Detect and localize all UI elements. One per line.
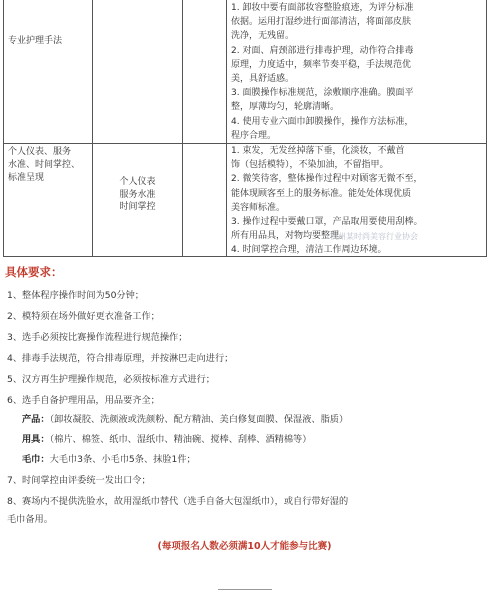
row2-subcategory-line: 时间掌控 bbox=[119, 202, 156, 212]
table-border-left bbox=[3, 0, 4, 257]
row2-line: 3. 操作过程中要戴口罩，产品取用要使用刮棒。 bbox=[231, 217, 423, 228]
row2-line: 能体现顾客至上的服务标准。能处处体现优质 bbox=[231, 188, 412, 199]
row2-subcategory-line: 服务水准 bbox=[119, 189, 156, 200]
table-divider-col2 bbox=[182, 0, 183, 257]
requirement-item: 1、整体程序操作时间为50分钟； bbox=[7, 290, 144, 301]
requirement-item: 6、选手自备护理用品，用品要齐全； bbox=[7, 395, 160, 406]
row2-category-line: 水准、时间掌控、 bbox=[8, 160, 81, 170]
table-divider-col1 bbox=[92, 0, 93, 257]
row1-line: 程序合理。 bbox=[231, 130, 277, 141]
registration-notice: (每项报名人数必须满10人才能参与比赛) bbox=[157, 541, 332, 552]
row1-line: 原理，力度适中，频率节奏平稳，手法规范优 bbox=[231, 59, 412, 70]
requirement-item: 2、模特须在场外做好更衣准备工作； bbox=[7, 311, 160, 322]
requirement-item-continued: 毛巾备用。 bbox=[7, 514, 53, 525]
tools-label: 用具： bbox=[22, 434, 50, 445]
row2-line: 4. 时间掌控合理，清洁工作周边环境。 bbox=[231, 245, 387, 256]
requirement-item: 4、排毒手法规范，符合排毒原理，并按淋巴走向进行； bbox=[7, 353, 234, 364]
requirements-title: 具体要求： bbox=[5, 265, 63, 279]
row1-line: 1. 卸妆中要有面部妆容整脸痕迹，为评分标准 bbox=[231, 3, 414, 13]
row1-line: 依据。运用打湿纱进行面部清洁，将面部皮肤 bbox=[231, 17, 412, 28]
criteria-table bbox=[0, 0, 489, 257]
row1-category: 专业护理手法 bbox=[8, 36, 63, 46]
towels-text: 大毛巾3条、小毛巾5条、抹脸1件； bbox=[49, 454, 196, 465]
products-line bbox=[22, 411, 348, 425]
footer-divider bbox=[218, 589, 272, 590]
requirement-item: 7、时间掌控由评委统一发出口令； bbox=[7, 475, 151, 486]
row2-category-line: 个人仪表、服务 bbox=[8, 147, 72, 157]
requirement-item: 5、汉方再生护理操作规范，必须按标准方式进行； bbox=[7, 374, 215, 385]
row2-line: 饰（包括模特），不染加油，不留指甲。 bbox=[231, 160, 389, 171]
tools-text: （棉片、棉签、纸巾、湿纸巾、精油碗、搅棒、刮棒、酒精棉等） bbox=[49, 434, 312, 445]
row2-subcategory bbox=[93, 176, 182, 214]
products-text: （卸妆凝胶、洗颜液或洗颜粉、配方精油、美白修复面膜、保湿液、脂质） bbox=[49, 414, 349, 425]
row1-line: 整，厚薄均匀，轮廓清晰。 bbox=[231, 102, 340, 113]
towels-line bbox=[22, 451, 196, 465]
row1-line: 洗净，无残留。 bbox=[231, 31, 295, 42]
row1-criteria bbox=[231, 1, 484, 143]
requirement-item: 3、选手必须按比赛操作流程进行规范操作； bbox=[7, 332, 188, 343]
row2-subcategory-line: 个人仪表 bbox=[119, 177, 156, 187]
row1-line: 4. 使用专业六面巾卸膜操作，操作方法标准， bbox=[231, 116, 414, 127]
row2-category-line: 标准呈现 bbox=[8, 173, 45, 183]
watermark: 杭州某时尚美容行业协会 bbox=[330, 232, 418, 241]
table-border-right bbox=[486, 0, 487, 257]
row2-line: 1. 束发，无发丝掉落下垂，化淡妆，不戴首 bbox=[231, 146, 405, 156]
row2-line: 所有用品具，对物均要整理。 bbox=[231, 231, 349, 242]
row2-line: 2. 微笑待客，整体操作过程中对顾客无微不至， bbox=[231, 174, 423, 185]
requirement-item: 8、赛场内不提供洗脸水，故用湿纸巾替代（选手自备大包湿纸巾），或自行带好湿的 bbox=[7, 496, 349, 507]
towels-label: 毛巾： bbox=[22, 454, 50, 465]
row1-line: 美，具舒适感。 bbox=[231, 74, 295, 85]
row2-line: 美容师标准。 bbox=[231, 202, 286, 213]
row1-line: 3. 面膜操作标准规范，涂敷顺序准确。膜面平 bbox=[231, 88, 414, 99]
products-label: 产品： bbox=[22, 414, 50, 425]
row2-category bbox=[8, 146, 80, 185]
table-divider-col3 bbox=[226, 0, 227, 257]
row1-line: 2. 对面、肩颈部进行排毒护理，动作符合排毒 bbox=[231, 45, 414, 56]
tools-line bbox=[22, 431, 311, 445]
